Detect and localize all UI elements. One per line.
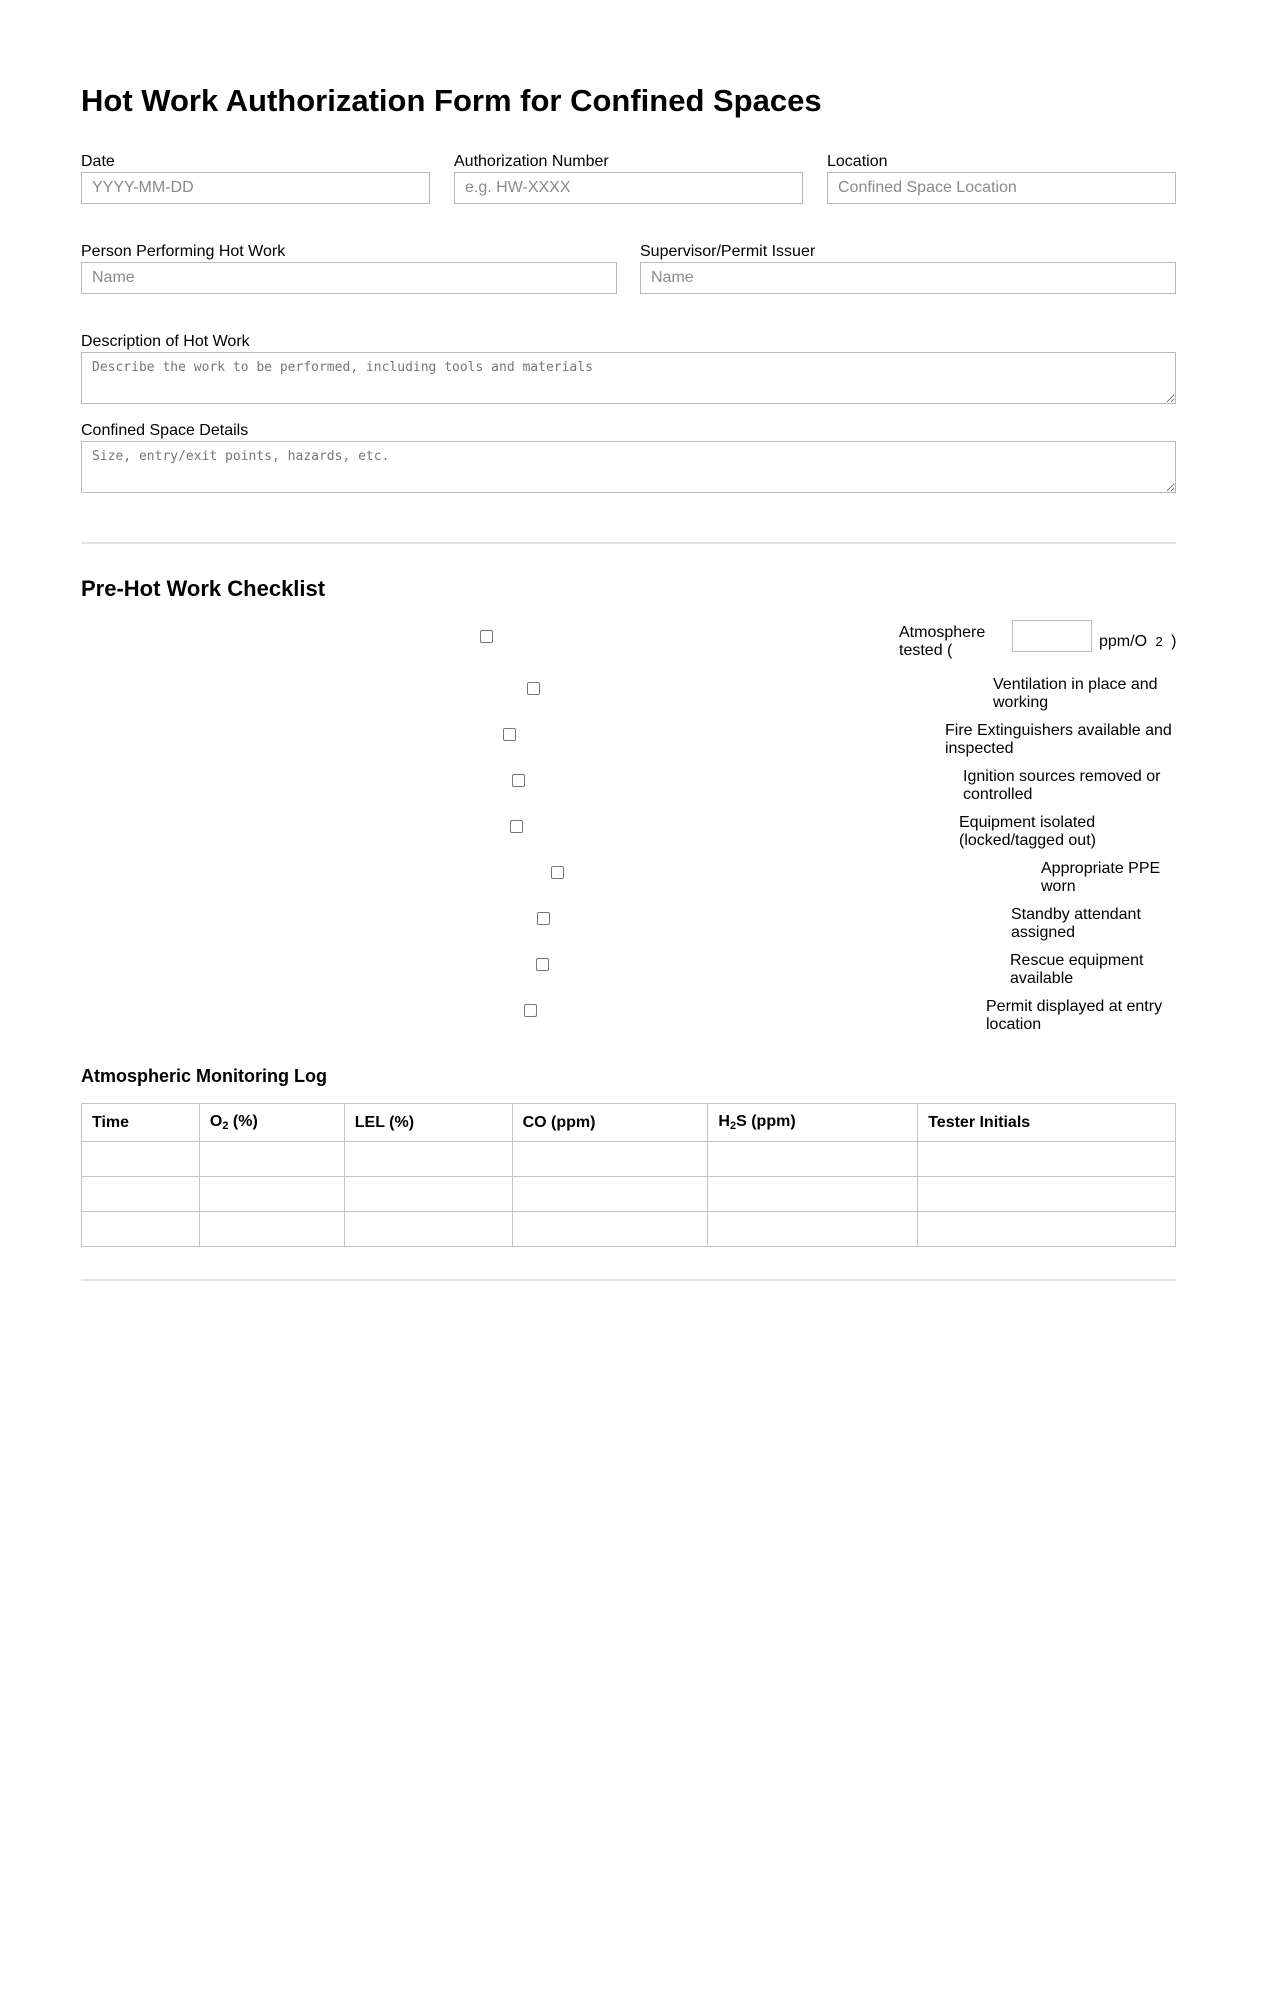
- location-input[interactable]: [827, 172, 1176, 204]
- item-line2: available: [1010, 970, 1074, 987]
- col-time: Time: [82, 1104, 200, 1142]
- item-line2: inspected: [945, 740, 1014, 757]
- table-cell[interactable]: [344, 1142, 512, 1177]
- checklist-item-standby-attendant: [1011, 906, 1141, 942]
- col-o2: $O_2$ (%): [199, 1104, 344, 1142]
- space-details-textarea[interactable]: [81, 441, 1176, 493]
- atmosphere-label-line2: tested (: [899, 642, 953, 659]
- checkbox-ppe[interactable]: [551, 866, 564, 879]
- item-line1: Standby attendant: [1011, 906, 1141, 923]
- item-line2: controlled: [963, 786, 1033, 803]
- checklist-item-equipment-isolated: [959, 814, 1096, 850]
- supervisor-label: Supervisor/Permit Issuer: [640, 243, 816, 260]
- item-line2: worn: [1041, 878, 1076, 895]
- description-field-group: [81, 332, 1176, 404]
- table-cell[interactable]: [82, 1177, 200, 1212]
- auth-number-input[interactable]: [454, 172, 803, 204]
- col-lel: LEL (%): [344, 1104, 512, 1142]
- location-label: Location: [827, 153, 888, 170]
- item-line1: Ignition sources removed or: [963, 768, 1161, 785]
- item-line2: (locked/tagged out): [959, 832, 1096, 849]
- auth-number-label: Authorization Number: [454, 153, 609, 170]
- checkbox-permit-displayed[interactable]: [524, 1004, 537, 1017]
- table-header-row: [82, 1104, 1176, 1142]
- table-cell[interactable]: [512, 1177, 708, 1212]
- table-cell[interactable]: [344, 1212, 512, 1247]
- checklist-item-ventilation: [993, 676, 1158, 712]
- checkbox-fire-extinguishers[interactable]: [503, 728, 516, 741]
- table-cell[interactable]: [199, 1142, 344, 1177]
- item-line2: location: [986, 1016, 1042, 1033]
- col-h2s: $H_2S$ (ppm): [708, 1104, 918, 1142]
- space-details-label: Confined Space Details: [81, 422, 249, 439]
- table-cell[interactable]: [344, 1177, 512, 1212]
- item-line1: Appropriate PPE: [1041, 860, 1161, 877]
- atmosphere-ppm-input[interactable]: [1012, 620, 1092, 652]
- table-cell[interactable]: [708, 1212, 918, 1247]
- supervisor-input[interactable]: [640, 262, 1176, 294]
- description-label: Description of Hot Work: [81, 333, 250, 350]
- item-line2: working: [993, 694, 1049, 711]
- space-details-field-group: [81, 421, 1176, 493]
- checkbox-equipment-isolated[interactable]: [510, 820, 523, 833]
- table-cell[interactable]: [82, 1212, 200, 1247]
- checkbox-ignition-sources[interactable]: [512, 774, 525, 787]
- page-title: Hot Work Authorization Form for Confined Spaces: [81, 83, 822, 118]
- col-co: CO (ppm): [512, 1104, 708, 1142]
- checkbox-ventilation[interactable]: [527, 682, 540, 695]
- checklist-heading: Pre-Hot Work Checklist: [81, 576, 326, 601]
- section-divider-bottom: [81, 1279, 1176, 1281]
- atmosphere-suffix-text: ppm/O: [1099, 633, 1148, 650]
- location-field-group: [827, 152, 1176, 204]
- atmosphere-label: [899, 624, 985, 660]
- checklist-item-fire-extinguishers: [945, 722, 1172, 758]
- checkbox-standby-attendant[interactable]: [537, 912, 550, 925]
- section-divider: [81, 542, 1176, 544]
- performer-label: Person Performing Hot Work: [81, 243, 286, 260]
- performer-input[interactable]: [81, 262, 617, 294]
- checklist-item-permit-displayed: [986, 998, 1162, 1034]
- monitoring-log-heading: Atmospheric Monitoring Log: [81, 1066, 327, 1086]
- item-line1: Permit displayed at entry: [986, 998, 1163, 1015]
- atmosphere-suffix-close: ): [1171, 633, 1177, 650]
- table-cell[interactable]: [708, 1142, 918, 1177]
- atmosphere-suffix-sub: 2: [1155, 634, 1163, 649]
- item-line1: Rescue equipment: [1010, 952, 1144, 969]
- table-cell[interactable]: [199, 1212, 344, 1247]
- table-cell[interactable]: [512, 1212, 708, 1247]
- table-cell[interactable]: [512, 1142, 708, 1177]
- date-label: Date: [81, 153, 115, 170]
- table-cell[interactable]: [708, 1177, 918, 1212]
- checklist-item-rescue-equipment: [1010, 952, 1143, 988]
- table-row: [82, 1142, 1176, 1177]
- checklist-item-ppe: [1041, 860, 1160, 896]
- date-field-group: [81, 152, 430, 204]
- date-input[interactable]: [81, 172, 430, 204]
- atmosphere-suffix: [1099, 633, 1176, 651]
- performer-field-group: [81, 242, 617, 294]
- description-textarea[interactable]: [81, 352, 1176, 404]
- atmosphere-label-line1: Atmosphere: [899, 624, 986, 641]
- supervisor-field-group: [640, 242, 1176, 294]
- item-line1: Ventilation in place and: [993, 676, 1158, 693]
- table-cell[interactable]: [918, 1177, 1176, 1212]
- table-cell[interactable]: [82, 1142, 200, 1177]
- table-cell[interactable]: [199, 1177, 344, 1212]
- item-line1: Equipment isolated: [959, 814, 1096, 831]
- checkbox-atmosphere-tested[interactable]: [480, 630, 493, 643]
- item-line1: Fire Extinguishers available and: [945, 722, 1172, 739]
- table-cell[interactable]: [918, 1212, 1176, 1247]
- item-line2: assigned: [1011, 924, 1076, 941]
- checkbox-rescue-equipment[interactable]: [536, 958, 549, 971]
- auth-number-field-group: [454, 152, 803, 204]
- table-cell[interactable]: [918, 1142, 1176, 1177]
- table-row: [82, 1212, 1176, 1247]
- checklist-item-ignition-sources: [963, 768, 1160, 804]
- col-tester-initials: Tester Initials: [918, 1104, 1176, 1142]
- monitoring-log-table: [81, 1103, 1176, 1247]
- table-row: [82, 1177, 1176, 1212]
